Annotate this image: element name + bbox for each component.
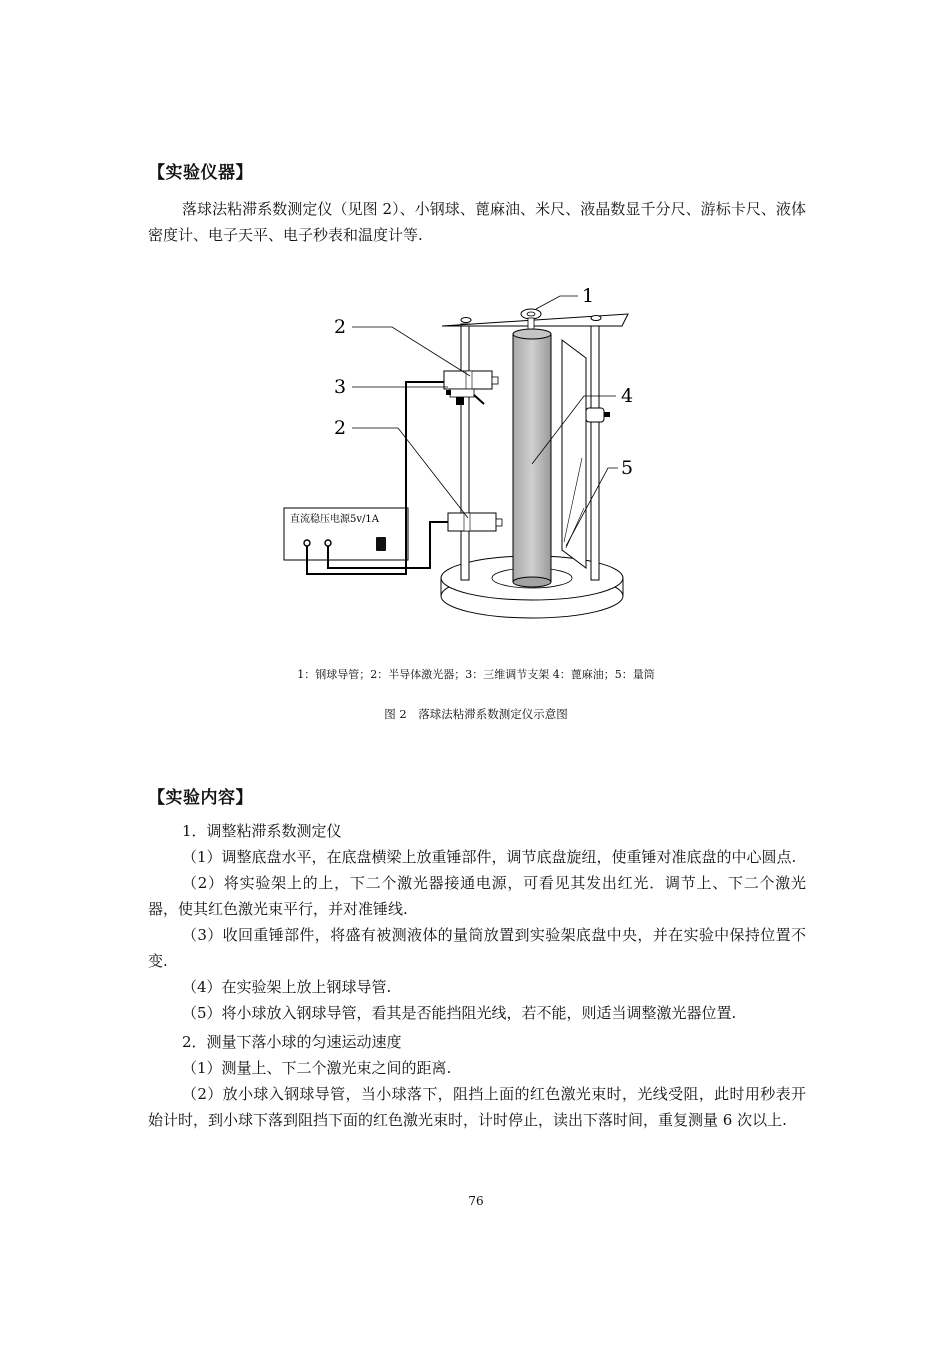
step2-title: 2．测量下落小球的匀速运动速度 (182, 1033, 402, 1051)
upper-laser (444, 371, 498, 389)
callout-2-lower: 2 (334, 417, 347, 439)
step1-item-4: （4）在实验架上放上钢球导管. (182, 978, 392, 996)
step2-item-2: （2）放小球入钢球导管，当小球落下，阻挡上面的红色激光束时，光线受阻，此时用秒表开始计时，到小球下落到阻挡下面的红色激光束时，计时停止，读出下落时间，重复测量 6 次以上. (148, 1085, 806, 1129)
callout-4: 4 (621, 385, 634, 407)
equipment-text: 落球法粘滞系数测定仪（见图 2）、小钢球、蓖麻油、米尺、液晶数显千分尺、游标卡尺、液体密度计、电子天平、电子秒表和温度计等. (148, 200, 806, 244)
step1-item-5: （5）将小球放入钢球导管，看其是否能挡阻光线，若不能，则适当调整激光器位置. (182, 1004, 737, 1022)
step1-item-3: （3）收回重锤部件，将盛有被测液体的量筒放置到实验架底盘中央，并在实验中保持位置不变. (148, 926, 806, 970)
side-plate (562, 340, 586, 568)
page-number: 76 (468, 1194, 484, 1208)
callout-2-upper: 2 (334, 316, 347, 338)
callout-3: 3 (334, 376, 347, 398)
power-supply-label: 直流稳压电源5v/1A (290, 514, 379, 525)
equipment-heading: 【实验仪器】 (148, 163, 253, 183)
step1-item-1: （1）调整底盘水平，在底盘横梁上放重锤部件，调节底盘旋纽，使重锤对准底盘的中心圆点. (182, 848, 797, 866)
content-body (148, 818, 806, 1133)
figure-legend: 1：钢球导管；2：半导体激光器；3：三维调节支架 4：蓖麻油；5：量筒 (297, 668, 655, 681)
callout-5: 5 (621, 457, 634, 479)
equipment-paragraph (148, 196, 806, 248)
left-post (461, 324, 469, 580)
step2-item-1: （1）测量上、下二个激光束之间的距离. (182, 1059, 452, 1077)
power-supply (284, 508, 408, 560)
right-post (591, 324, 599, 580)
figure-caption: 图 2 落球法粘滞系数测定仪示意图 (384, 707, 568, 721)
oil-cylinder (513, 329, 551, 587)
apparatus-diagram (270, 278, 670, 628)
content-heading: 【实验内容】 (148, 788, 253, 808)
step1-item-2: （2）将实验架上的上，下二个激光器接通电源，可看见其发出红光．调节上、下二个激光器，使其红色激光束平行，并对准锤线. (148, 874, 806, 918)
step1-title: 1．调整粘滞系数测定仪 (182, 822, 342, 840)
callout-1: 1 (582, 285, 595, 307)
lower-laser (448, 513, 502, 531)
post-clamp (586, 408, 610, 422)
